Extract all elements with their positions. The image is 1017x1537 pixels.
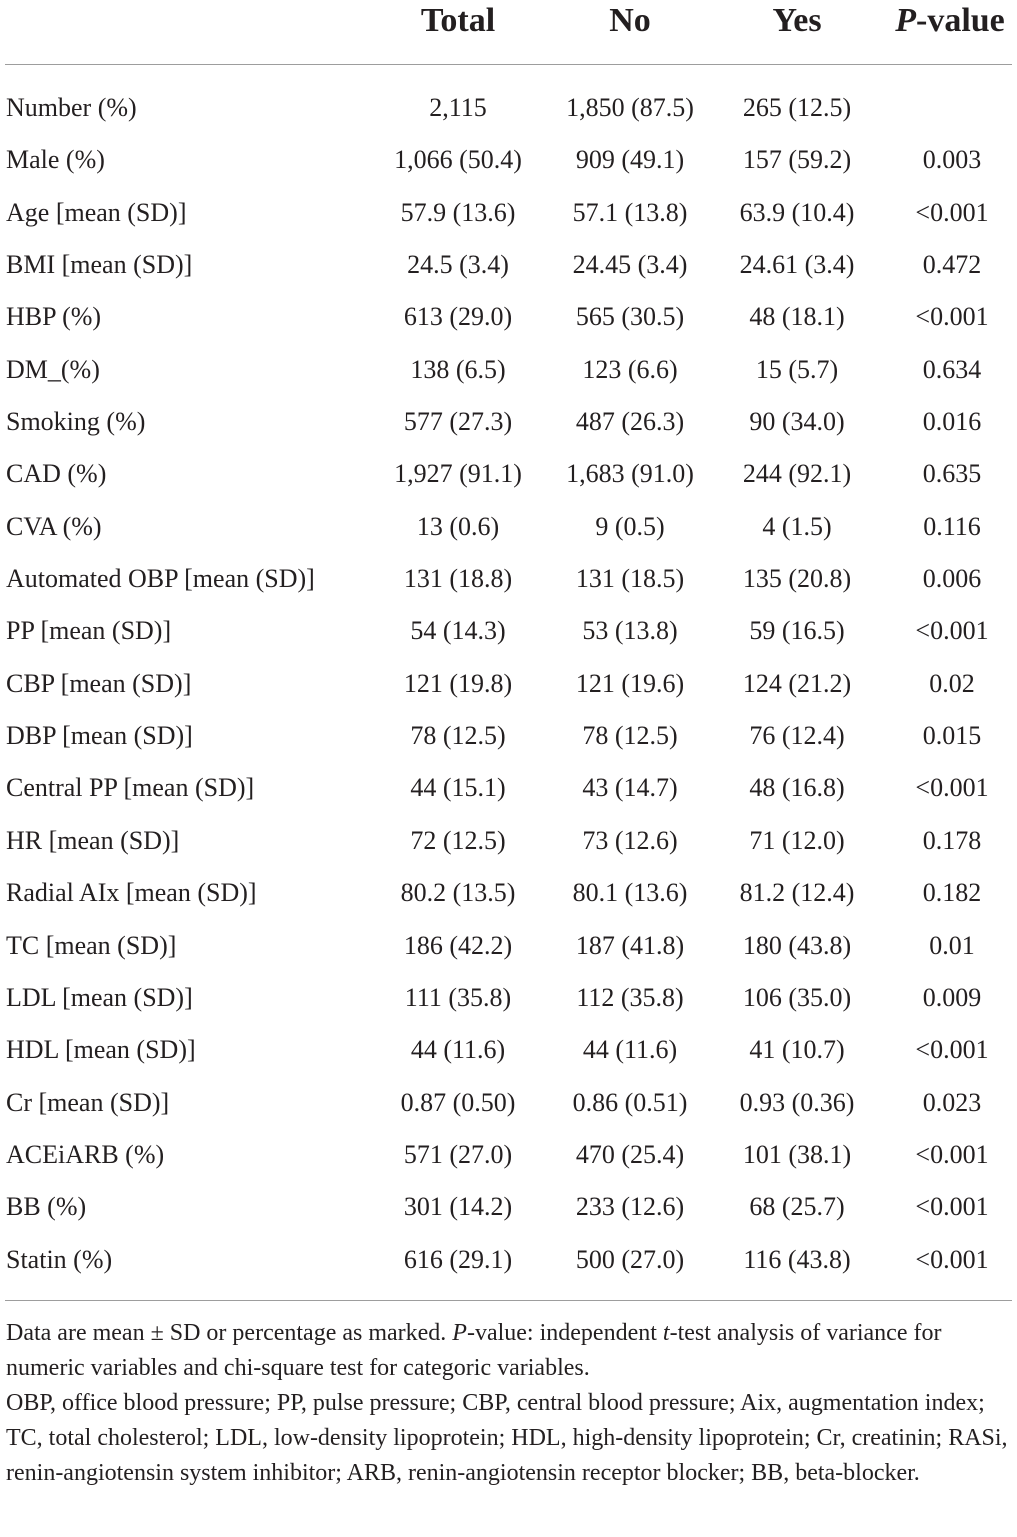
cell-yes: 101 (38.1)	[742, 1139, 852, 1169]
cell-total: 613 (29.0)	[403, 302, 513, 332]
cell-p-value: 0.006	[922, 564, 982, 594]
cell-total: 24.5 (3.4)	[407, 250, 509, 280]
cell-total: 616 (29.1)	[403, 1244, 513, 1274]
cell-p-value: 0.023	[922, 1087, 982, 1117]
cell-yes: 116 (43.8)	[743, 1244, 851, 1274]
table-row	[0, 1181, 1017, 1233]
cell-p-value: 0.02	[929, 668, 975, 698]
cell-total: 186 (42.2)	[403, 930, 513, 960]
cell-total: 44 (11.6)	[410, 1035, 506, 1065]
cell-total: 54 (14.3)	[410, 616, 506, 646]
footnote-italic-t: t	[662, 1320, 670, 1346]
p-value-italic-p: P	[895, 2, 916, 39]
cell-yes: 124 (21.2)	[742, 668, 852, 698]
row-label: Number (%)	[6, 93, 137, 122]
cell-yes: 157 (59.2)	[742, 145, 852, 175]
footnote-statistics-text-2: -value: independent	[466, 1320, 663, 1346]
cell-yes: 135 (20.8)	[742, 564, 852, 594]
cell-yes: 24.61 (3.4)	[739, 250, 855, 280]
cell-total: 131 (18.8)	[403, 564, 513, 594]
cell-p-value: <0.001	[915, 197, 989, 227]
row-label: BB (%)	[6, 1192, 87, 1222]
cell-no: 233 (12.6)	[575, 1192, 685, 1222]
footer-divider	[5, 1300, 1012, 1301]
cell-no: 121 (19.6)	[575, 668, 685, 698]
table-row	[0, 1024, 1017, 1076]
cell-total: 571 (27.0)	[403, 1139, 513, 1169]
cell-yes: 180 (43.8)	[742, 930, 852, 960]
table-row	[0, 134, 1017, 186]
cell-p-value: 0.472	[922, 250, 982, 280]
table-row	[0, 1234, 1017, 1286]
table-row	[0, 501, 1017, 553]
row-label: HDL [mean (SD)]	[6, 1035, 196, 1065]
footnote-statistics	[6, 1316, 1014, 1386]
cell-total: 0.87 (0.50)	[400, 1087, 516, 1117]
row-label: BMI [mean (SD)]	[6, 250, 193, 280]
p-value-suffix: -value	[916, 2, 1005, 39]
cell-no: 909 (49.1)	[575, 145, 685, 175]
row-label: LDL [mean (SD)]	[6, 982, 193, 1012]
cell-p-value: <0.001	[915, 616, 989, 646]
cell-total: 121 (19.8)	[403, 668, 513, 698]
cell-no: 470 (25.4)	[575, 1139, 685, 1169]
row-label: Age [mean (SD)]	[6, 197, 187, 227]
cell-p-value: <0.001	[915, 1139, 989, 1169]
cell-total: 138 (6.5)	[410, 354, 506, 384]
cell-total: 80.2 (13.5)	[400, 878, 516, 908]
row-label: TC [mean (SD)]	[6, 930, 177, 960]
cell-total: 57.9 (13.6)	[400, 197, 516, 227]
cell-total: 301 (14.2)	[403, 1192, 513, 1222]
table-row	[0, 448, 1017, 500]
table-row	[0, 187, 1017, 239]
cell-yes: 106 (35.0)	[742, 982, 852, 1012]
table-row	[0, 82, 1017, 134]
cell-p-value: 0.178	[922, 825, 982, 855]
cell-p-value: 0.635	[922, 459, 982, 489]
column-header-no: No	[609, 2, 651, 39]
row-label: PP [mean (SD)]	[6, 616, 172, 646]
row-label: Radial AIx [mean (SD)]	[6, 878, 257, 908]
cell-yes: 244 (92.1)	[742, 459, 852, 489]
table-row	[0, 239, 1017, 291]
table-row	[0, 605, 1017, 657]
cell-no: 187 (41.8)	[575, 930, 685, 960]
row-label: Smoking (%)	[6, 407, 146, 437]
table-row	[0, 344, 1017, 396]
table-row	[0, 972, 1017, 1024]
cell-p-value: 0.182	[922, 878, 982, 908]
cell-total: 577 (27.3)	[403, 407, 513, 437]
cell-yes: 76 (12.4)	[749, 721, 845, 751]
cell-yes: 71 (12.0)	[749, 825, 845, 855]
cell-p-value: 0.01	[929, 930, 975, 960]
cell-yes: 63.9 (10.4)	[739, 197, 855, 227]
cell-no: 0.86 (0.51)	[572, 1087, 688, 1117]
footnote-italic-p: P	[452, 1320, 467, 1346]
row-label: CBP [mean (SD)]	[6, 668, 192, 698]
table-row	[0, 815, 1017, 867]
cell-p-value: 0.634	[922, 354, 982, 384]
table-row	[0, 396, 1017, 448]
cell-p-value: <0.001	[915, 1244, 989, 1274]
cell-total: 1,066 (50.4)	[394, 145, 522, 175]
footnote-abbreviations: OBP, office blood pressure; PP, pulse pressure; CBP, central blood pressure; Aix, augmentation index; TC, total cholesterol; LDL, low-density lipoprotein; HDL, high-density lipoprotein; Cr, creatinin; RASi, renin-angiotensin system inhibitor; ARB, renin-angiotensin receptor blocker; BB, beta-blocker.	[6, 1390, 1008, 1486]
cell-yes: 68 (25.7)	[749, 1192, 845, 1222]
row-label: Automated OBP [mean (SD)]	[6, 564, 315, 594]
cell-no: 565 (30.5)	[575, 302, 685, 332]
cell-p-value: 0.015	[922, 721, 982, 751]
row-label: Central PP [mean (SD)]	[6, 773, 255, 803]
cell-total: 13 (0.6)	[416, 511, 500, 541]
table-row	[0, 762, 1017, 814]
header-divider	[5, 64, 1012, 65]
row-label: HR [mean (SD)]	[6, 825, 180, 855]
table-body	[0, 82, 1017, 1286]
row-label: DM_(%)	[6, 354, 100, 384]
cell-total: 72 (12.5)	[410, 825, 506, 855]
cell-yes: 265 (12.5)	[742, 93, 852, 122]
row-label: DBP [mean (SD)]	[6, 721, 193, 751]
cell-yes: 15 (5.7)	[755, 354, 839, 384]
column-header-total: Total	[420, 2, 496, 39]
footnote-statistics-text-3: -test analysis of variance for numeric variables and chi-square test for categoric variables.	[6, 1320, 942, 1381]
cell-yes: 48 (16.8)	[749, 773, 845, 803]
cell-no: 1,850 (87.5)	[566, 93, 694, 122]
cell-total: 78 (12.5)	[410, 721, 506, 751]
cell-yes: 41 (10.7)	[749, 1035, 845, 1065]
table-row	[0, 291, 1017, 343]
cell-no: 57.1 (13.8)	[572, 197, 688, 227]
cell-no: 9 (0.5)	[595, 511, 665, 541]
cell-no: 500 (27.0)	[575, 1244, 685, 1274]
row-label: Cr [mean (SD)]	[6, 1087, 170, 1117]
cell-yes: 48 (18.1)	[749, 302, 845, 332]
cell-p-value: 0.003	[922, 145, 982, 175]
cell-no: 73 (12.6)	[582, 825, 678, 855]
row-label: CAD (%)	[6, 459, 107, 489]
cell-yes: 90 (34.0)	[749, 407, 845, 437]
cell-total: 111 (35.8)	[404, 982, 512, 1012]
cell-total: 2,115	[429, 93, 487, 122]
cell-no: 78 (12.5)	[582, 721, 678, 751]
cell-p-value: <0.001	[915, 302, 989, 332]
cell-no: 80.1 (13.6)	[572, 878, 688, 908]
cell-p-value	[872, 82, 1017, 134]
table-row	[0, 1077, 1017, 1129]
cell-total: 44 (15.1)	[410, 773, 506, 803]
row-label: HBP (%)	[6, 302, 102, 332]
cell-yes: 4 (1.5)	[762, 511, 832, 541]
cell-no: 24.45 (3.4)	[572, 250, 688, 280]
cell-p-value: <0.001	[915, 773, 989, 803]
table-row	[0, 658, 1017, 710]
table-row	[0, 1129, 1017, 1181]
row-label: ACEiARB (%)	[6, 1139, 165, 1169]
cell-no: 1,683 (91.0)	[566, 459, 694, 489]
cell-no: 53 (13.8)	[582, 616, 678, 646]
cell-total: 1,927 (91.1)	[394, 459, 522, 489]
cell-yes: 59 (16.5)	[749, 616, 845, 646]
table-row	[0, 553, 1017, 605]
row-label: Statin (%)	[6, 1244, 113, 1274]
cell-yes: 81.2 (12.4)	[739, 878, 855, 908]
cell-no: 487 (26.3)	[575, 407, 685, 437]
cell-no: 44 (11.6)	[582, 1035, 678, 1065]
table-row	[0, 710, 1017, 762]
column-header-p-value	[870, 0, 1017, 42]
row-label: CVA (%)	[6, 511, 102, 541]
footnote-statistics-text-1: Data are mean ± SD or percentage as marked.	[6, 1320, 453, 1346]
cell-yes: 0.93 (0.36)	[739, 1087, 855, 1117]
cell-p-value: <0.001	[915, 1035, 989, 1065]
column-header-yes: Yes	[772, 2, 822, 39]
cell-no: 112 (35.8)	[576, 982, 684, 1012]
table-footnotes	[6, 1316, 1014, 1491]
cell-p-value: 0.009	[922, 982, 982, 1012]
table-row	[0, 920, 1017, 972]
cell-no: 123 (6.6)	[582, 354, 678, 384]
table-row	[0, 867, 1017, 919]
cell-no: 43 (14.7)	[582, 773, 678, 803]
table-header	[0, 0, 1017, 42]
cell-p-value: 0.016	[922, 407, 982, 437]
cell-no: 131 (18.5)	[575, 564, 685, 594]
cell-p-value: <0.001	[915, 1192, 989, 1222]
row-label: Male (%)	[6, 145, 105, 175]
cell-p-value: 0.116	[923, 511, 981, 541]
